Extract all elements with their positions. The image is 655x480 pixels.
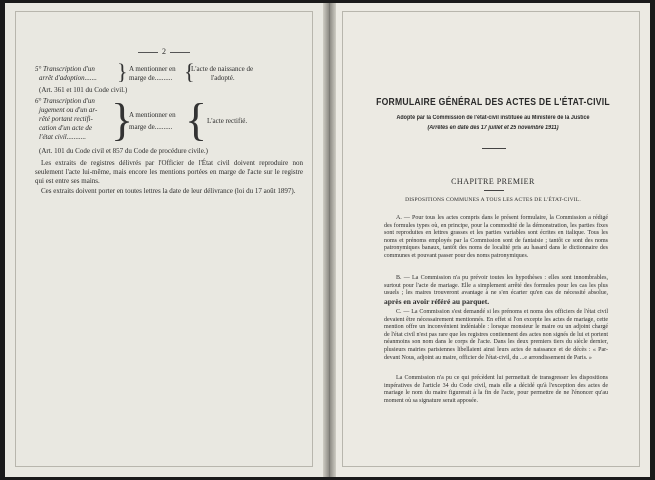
chapter-heading: CHAPITRE PREMIER bbox=[451, 177, 535, 186]
title-rule bbox=[482, 148, 506, 149]
paragraph-a: A. — Pour tous les actes compris dans le présent formulaire, la Commission a rédigé des formules types où, en principe, pour la commodité de la démonstration, les parties fixes sont reproduites en lettres grasses et les parties variables sont écrites en italique. Tous les noms et prénoms employés par la Commission sont de fantaisie ; tantôt ce sont des noms patronymiques banaux, tantôt des noms de localité pris au hasard dans le dictionnaire des communes et pouvant passer pour des noms patronymiques. bbox=[384, 215, 608, 259]
paragraph-delivery-date: Ces extraits doivent porter en toutes lettres la date de leur délivrance (loi du 17 août 1897). bbox=[41, 187, 296, 195]
entry6-brace-left: } bbox=[111, 94, 134, 145]
entry5-brace-right: { bbox=[184, 59, 195, 84]
paragraph-c: C. — La Commission s'est demandé si les prénoms et noms des officiers de l'état civil devaient être nécessairement mentionnés. En effet si l'on excepte les actes de mariage, cette mention offre un inconvénient indéniable : lorsque monsieur le maire ou un adjoint chargé de l'état civil n'est pas rare que les registres contiennent des actes non signés de lui et portent néanmoins son nom dans le corps de l'acte. Dans les deux premiers tiers du siècle dernier, plusieurs mairies parisiennes libellaient ainsi leurs actes de naissance et de décès : « Par-devant Nous, adjoint au maire, officier de l'état-civil, du ...e arrondissement de Paris. » bbox=[384, 309, 608, 361]
entry6-middle-line1: A mentionner en bbox=[129, 111, 176, 119]
entry6-label-line3: rêté portant rectifi- bbox=[39, 115, 93, 123]
paragraph-d: La Commission n'a pu ce qui précèdent lui permettait de transgresser les dispositions impératives de l'article 34 du Code civil, mais elle a décidé qu'à l'exception des actes de mariage le nom du maire figurerait à la fin de l'acte, pour permettre de ne l'énoncer qu'au moment où sa signature serait apposée. bbox=[384, 375, 608, 404]
entry5-middle-line1: A mentionner en bbox=[129, 65, 176, 73]
entry6-reference: (Art. 101 du Code civil et 857 du Code de procédure civile.) bbox=[39, 147, 208, 155]
left-page bbox=[5, 3, 323, 477]
entry5-brace-left: } bbox=[117, 59, 128, 84]
document-subtitle: Adopté par la Commission de l'état-civil instituée au Ministère de la Justice bbox=[396, 115, 590, 121]
entry5-reference: (Art. 361 et 101 du Code civil.) bbox=[39, 86, 128, 94]
entry6-brace-right: { bbox=[185, 94, 208, 145]
paragraph-b-bold: après en avoir référé au parquet. bbox=[384, 296, 490, 306]
entry5-right-line1: L'acte de naissance de bbox=[191, 65, 254, 73]
entry6-label-line2: jugement ou d'un ar- bbox=[39, 106, 98, 114]
book-gutter bbox=[323, 3, 336, 477]
entry6-middle-line2: marge de.......... bbox=[129, 123, 173, 131]
chapter-rule bbox=[484, 190, 504, 191]
entry5-label-line1: 5° Transcription d'un bbox=[35, 65, 95, 73]
entry6-label-line5: l'état civil........... bbox=[39, 133, 86, 141]
paragraph-b bbox=[384, 275, 608, 307]
section-heading: DISPOSITIONS COMMUNES A TOUS LES ACTES DE L'ÉTAT-CIVIL. bbox=[405, 197, 581, 203]
entry5-label-line2: arrêt d'adoption....... bbox=[39, 74, 97, 82]
right-page bbox=[336, 3, 650, 477]
paragraph-extracts: Les extraits de registres délivrés par l'Officier de l'État civil doivent reproduire non seulement l'acte lui-même, mais encore les mentions portées en marge de l'acte sur le registre qui est entre ses mains. bbox=[35, 159, 303, 185]
entry5-right-line2: l'adopté. bbox=[211, 74, 235, 82]
entry5-middle-line2: marge de.......... bbox=[129, 74, 173, 82]
page-number: 2 bbox=[5, 47, 323, 56]
entry6-label-line1: 6° Transcription d'un bbox=[35, 97, 95, 105]
entry6-right: L'acte rectifié. bbox=[207, 117, 248, 125]
paragraph-b-text: B. — La Commission n'a pu prévoir toutes les hypothèses : elles sont innombrables, surtout pour l'acte de mariage. Elle a simplement arrêté des formules pour les cas les plus usuels ; les maires trouveront avantage à ne s'en écarter qu'en cas de nécessité absolue, bbox=[384, 275, 608, 297]
book-spread bbox=[5, 3, 650, 477]
document-title: FORMULAIRE GÉNÉRAL DES ACTES DE L'ÉTAT-CIVIL bbox=[376, 97, 610, 108]
entry6-label-line4: cation d'un acte de bbox=[39, 124, 93, 132]
decree-dates: (Arrêtés en date des 17 juillet et 25 novembre 1911) bbox=[427, 125, 559, 131]
